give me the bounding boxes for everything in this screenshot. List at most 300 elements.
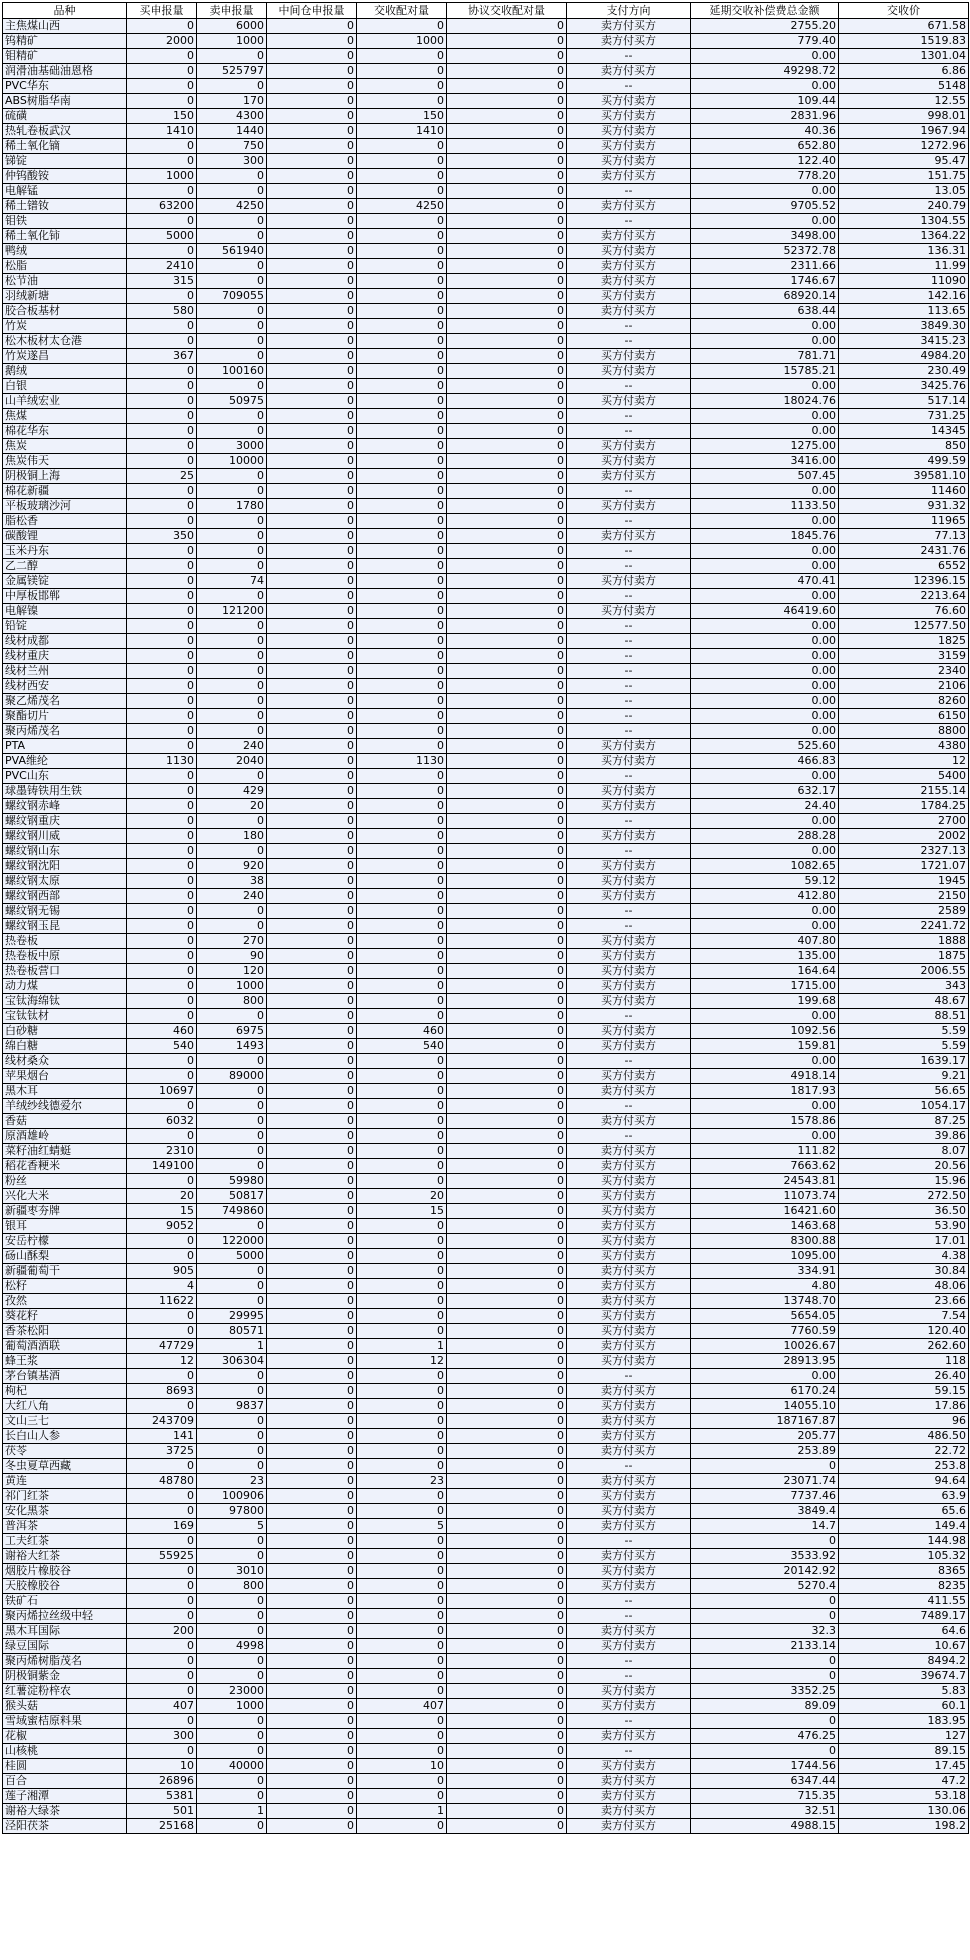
cell-matched-quantity: 0: [357, 964, 447, 979]
cell-matched-quantity: 1: [357, 1804, 447, 1819]
table-row: [3, 19, 969, 34]
cell-deferred-compensation: 199.68: [691, 994, 839, 1009]
cell-intermediate-quantity: 0: [267, 499, 357, 514]
cell-intermediate-quantity: 0: [267, 1339, 357, 1354]
table-row: [3, 1144, 969, 1159]
table-row: [3, 199, 969, 214]
cell-deferred-compensation: 1578.86: [691, 1114, 839, 1129]
cell-buy-quantity: 0: [127, 1174, 197, 1189]
cell-deferred-compensation: 0.00: [691, 544, 839, 559]
cell-intermediate-quantity: 0: [267, 94, 357, 109]
cell-variety: 焦煤: [3, 409, 127, 424]
cell-payment-direction: 卖方付买方: [567, 34, 691, 49]
cell-deferred-compensation: 638.44: [691, 304, 839, 319]
cell-deferred-compensation: 0.00: [691, 319, 839, 334]
cell-settlement-price: 118: [839, 1354, 969, 1369]
cell-settlement-price: 5148: [839, 79, 969, 94]
cell-agreement-matched-quantity: 0: [447, 1144, 567, 1159]
cell-deferred-compensation: 466.83: [691, 754, 839, 769]
cell-deferred-compensation: 0.00: [691, 724, 839, 739]
cell-agreement-matched-quantity: 0: [447, 1699, 567, 1714]
cell-settlement-price: 30.84: [839, 1264, 969, 1279]
cell-variety: 聚丙烯茂名: [3, 724, 127, 739]
cell-variety: 普洱茶: [3, 1519, 127, 1534]
cell-payment-direction: 买方付卖方: [567, 1699, 691, 1714]
cell-payment-direction: --: [567, 634, 691, 649]
cell-matched-quantity: 0: [357, 94, 447, 109]
cell-intermediate-quantity: 0: [267, 1534, 357, 1549]
table-row: [3, 544, 969, 559]
cell-settlement-price: 2431.76: [839, 544, 969, 559]
cell-matched-quantity: 0: [357, 1729, 447, 1744]
cell-agreement-matched-quantity: 0: [447, 994, 567, 1009]
cell-payment-direction: 卖方付买方: [567, 469, 691, 484]
cell-matched-quantity: 0: [357, 229, 447, 244]
cell-agreement-matched-quantity: 0: [447, 139, 567, 154]
cell-variety: 电解镍: [3, 604, 127, 619]
cell-payment-direction: 卖方付买方: [567, 1624, 691, 1639]
cell-deferred-compensation: 779.40: [691, 34, 839, 49]
cell-buy-quantity: 0: [127, 979, 197, 994]
cell-agreement-matched-quantity: 0: [447, 1249, 567, 1264]
cell-agreement-matched-quantity: 0: [447, 634, 567, 649]
cell-matched-quantity: 0: [357, 349, 447, 364]
cell-deferred-compensation: 0.00: [691, 619, 839, 634]
cell-sell-quantity: 74: [197, 574, 267, 589]
cell-intermediate-quantity: 0: [267, 379, 357, 394]
cell-deferred-compensation: 1133.50: [691, 499, 839, 514]
cell-buy-quantity: 0: [127, 379, 197, 394]
cell-payment-direction: 买方付卖方: [567, 439, 691, 454]
cell-settlement-price: 89.15: [839, 1744, 969, 1759]
cell-matched-quantity: 0: [357, 1534, 447, 1549]
cell-payment-direction: --: [567, 1534, 691, 1549]
cell-payment-direction: 卖方付买方: [567, 1144, 691, 1159]
cell-settlement-price: 1721.07: [839, 859, 969, 874]
cell-settlement-price: 11965: [839, 514, 969, 529]
cell-sell-quantity: 0: [197, 814, 267, 829]
table-row: [3, 1429, 969, 1444]
table-row: [3, 949, 969, 964]
table-row: [3, 109, 969, 124]
cell-agreement-matched-quantity: 0: [447, 754, 567, 769]
cell-settlement-price: 1639.17: [839, 1054, 969, 1069]
cell-payment-direction: 买方付卖方: [567, 1024, 691, 1039]
cell-payment-direction: 卖方付买方: [567, 1294, 691, 1309]
cell-payment-direction: --: [567, 1669, 691, 1684]
cell-deferred-compensation: 205.77: [691, 1429, 839, 1444]
table-row: [3, 904, 969, 919]
cell-payment-direction: 买方付卖方: [567, 1564, 691, 1579]
cell-sell-quantity: 3000: [197, 439, 267, 454]
table-row: [3, 724, 969, 739]
table-row: [3, 1819, 969, 1834]
cell-payment-direction: --: [567, 424, 691, 439]
cell-matched-quantity: 0: [357, 1309, 447, 1324]
cell-sell-quantity: 23: [197, 1474, 267, 1489]
cell-matched-quantity: 0: [357, 769, 447, 784]
cell-settlement-price: 56.65: [839, 1084, 969, 1099]
cell-payment-direction: --: [567, 1459, 691, 1474]
cell-variety: 文山三七: [3, 1414, 127, 1429]
cell-payment-direction: --: [567, 1369, 691, 1384]
cell-sell-quantity: 0: [197, 649, 267, 664]
cell-sell-quantity: 29995: [197, 1309, 267, 1324]
cell-intermediate-quantity: 0: [267, 1504, 357, 1519]
cell-matched-quantity: 0: [357, 1774, 447, 1789]
cell-intermediate-quantity: 0: [267, 1699, 357, 1714]
cell-matched-quantity: 1000: [357, 34, 447, 49]
cell-matched-quantity: 0: [357, 1174, 447, 1189]
cell-settlement-price: 2150: [839, 889, 969, 904]
cell-variety: 宝钛海绵钛: [3, 994, 127, 1009]
cell-intermediate-quantity: 0: [267, 799, 357, 814]
cell-settlement-price: 3159: [839, 649, 969, 664]
cell-agreement-matched-quantity: 0: [447, 859, 567, 874]
table-row: [3, 514, 969, 529]
cell-settlement-price: 8800: [839, 724, 969, 739]
table-row: [3, 814, 969, 829]
cell-deferred-compensation: 0: [691, 1654, 839, 1669]
cell-sell-quantity: 0: [197, 334, 267, 349]
cell-matched-quantity: 0: [357, 739, 447, 754]
cell-matched-quantity: 0: [357, 859, 447, 874]
cell-variety: 安岳柠檬: [3, 1234, 127, 1249]
cell-agreement-matched-quantity: 0: [447, 1204, 567, 1219]
cell-agreement-matched-quantity: 0: [447, 289, 567, 304]
cell-matched-quantity: 0: [357, 1504, 447, 1519]
table-row: [3, 124, 969, 139]
cell-sell-quantity: 0: [197, 1099, 267, 1114]
cell-deferred-compensation: 2755.20: [691, 19, 839, 34]
table-row: [3, 499, 969, 514]
cell-sell-quantity: 23000: [197, 1684, 267, 1699]
cell-agreement-matched-quantity: 0: [447, 769, 567, 784]
cell-buy-quantity: 0: [127, 964, 197, 979]
cell-intermediate-quantity: 0: [267, 1279, 357, 1294]
cell-matched-quantity: 0: [357, 424, 447, 439]
cell-intermediate-quantity: 0: [267, 1399, 357, 1414]
cell-variety: 黑木耳国际: [3, 1624, 127, 1639]
cell-deferred-compensation: 1095.00: [691, 1249, 839, 1264]
cell-agreement-matched-quantity: 0: [447, 274, 567, 289]
cell-payment-direction: --: [567, 1714, 691, 1729]
table-row: [3, 394, 969, 409]
cell-sell-quantity: 0: [197, 424, 267, 439]
cell-matched-quantity: 0: [357, 64, 447, 79]
cell-settlement-price: 1784.25: [839, 799, 969, 814]
cell-sell-quantity: 90: [197, 949, 267, 964]
cell-variety: 泾阳茯茶: [3, 1819, 127, 1834]
cell-settlement-price: 671.58: [839, 19, 969, 34]
cell-matched-quantity: 0: [357, 1279, 447, 1294]
cell-payment-direction: 买方付卖方: [567, 364, 691, 379]
table-row: [3, 364, 969, 379]
cell-sell-quantity: 0: [197, 1534, 267, 1549]
cell-payment-direction: 卖方付买方: [567, 1384, 691, 1399]
cell-settlement-price: 1875: [839, 949, 969, 964]
cell-agreement-matched-quantity: 0: [447, 334, 567, 349]
cell-matched-quantity: 0: [357, 169, 447, 184]
cell-settlement-price: 39.86: [839, 1129, 969, 1144]
cell-sell-quantity: 0: [197, 259, 267, 274]
cell-intermediate-quantity: 0: [267, 1099, 357, 1114]
cell-sell-quantity: 240: [197, 889, 267, 904]
cell-settlement-price: 12: [839, 754, 969, 769]
cell-matched-quantity: 0: [357, 1384, 447, 1399]
cell-intermediate-quantity: 0: [267, 1579, 357, 1594]
cell-intermediate-quantity: 0: [267, 1774, 357, 1789]
cell-agreement-matched-quantity: 0: [447, 709, 567, 724]
cell-payment-direction: --: [567, 814, 691, 829]
cell-variety: 稀土氧化铈: [3, 229, 127, 244]
header-agreement-matched-quantity: 协议交收配对量: [447, 3, 567, 19]
cell-variety: 钨精矿: [3, 34, 127, 49]
table-row: [3, 169, 969, 184]
cell-agreement-matched-quantity: 0: [447, 499, 567, 514]
cell-variety: 动力煤: [3, 979, 127, 994]
cell-buy-quantity: 0: [127, 844, 197, 859]
cell-matched-quantity: 0: [357, 844, 447, 859]
cell-buy-quantity: 905: [127, 1264, 197, 1279]
table-row: [3, 604, 969, 619]
cell-matched-quantity: 0: [357, 529, 447, 544]
cell-payment-direction: 买方付卖方: [567, 739, 691, 754]
table-row: [3, 1579, 969, 1594]
cell-payment-direction: --: [567, 1054, 691, 1069]
cell-deferred-compensation: 0.00: [691, 1099, 839, 1114]
cell-agreement-matched-quantity: 0: [447, 1549, 567, 1564]
cell-settlement-price: 5.59: [839, 1039, 969, 1054]
cell-buy-quantity: 0: [127, 454, 197, 469]
table-row: [3, 1564, 969, 1579]
cell-agreement-matched-quantity: 0: [447, 169, 567, 184]
cell-settlement-price: 5.83: [839, 1684, 969, 1699]
cell-intermediate-quantity: 0: [267, 1024, 357, 1039]
cell-intermediate-quantity: 0: [267, 1369, 357, 1384]
cell-settlement-price: 262.60: [839, 1339, 969, 1354]
cell-sell-quantity: 6975: [197, 1024, 267, 1039]
header-row: [3, 3, 969, 19]
cell-sell-quantity: 0: [197, 1159, 267, 1174]
cell-variety: 绿豆国际: [3, 1639, 127, 1654]
cell-buy-quantity: 0: [127, 394, 197, 409]
table-row: [3, 1399, 969, 1414]
cell-variety: 锑锭: [3, 154, 127, 169]
cell-deferred-compensation: 3498.00: [691, 229, 839, 244]
cell-payment-direction: --: [567, 664, 691, 679]
cell-variety: 葡萄酒酒联: [3, 1339, 127, 1354]
cell-settlement-price: 3415.23: [839, 334, 969, 349]
cell-intermediate-quantity: 0: [267, 19, 357, 34]
table-row: [3, 1534, 969, 1549]
cell-matched-quantity: 0: [357, 1114, 447, 1129]
cell-variety: PVA维纶: [3, 754, 127, 769]
cell-agreement-matched-quantity: 0: [447, 1399, 567, 1414]
cell-settlement-price: 17.01: [839, 1234, 969, 1249]
cell-payment-direction: 买方付卖方: [567, 394, 691, 409]
cell-settlement-price: 23.66: [839, 1294, 969, 1309]
cell-variety: 新疆枣夯牌: [3, 1204, 127, 1219]
table-row: [3, 919, 969, 934]
cell-agreement-matched-quantity: 0: [447, 1159, 567, 1174]
cell-matched-quantity: 0: [357, 1069, 447, 1084]
cell-agreement-matched-quantity: 0: [447, 559, 567, 574]
cell-matched-quantity: 0: [357, 1594, 447, 1609]
cell-payment-direction: 买方付卖方: [567, 859, 691, 874]
cell-deferred-compensation: 781.71: [691, 349, 839, 364]
cell-sell-quantity: 170: [197, 94, 267, 109]
cell-matched-quantity: 0: [357, 604, 447, 619]
table-row: [3, 1249, 969, 1264]
cell-deferred-compensation: 159.81: [691, 1039, 839, 1054]
cell-agreement-matched-quantity: 0: [447, 724, 567, 739]
table-row: [3, 1714, 969, 1729]
cell-intermediate-quantity: 0: [267, 304, 357, 319]
cell-intermediate-quantity: 0: [267, 979, 357, 994]
cell-buy-quantity: 63200: [127, 199, 197, 214]
cell-settlement-price: 9.21: [839, 1069, 969, 1084]
cell-buy-quantity: 0: [127, 1369, 197, 1384]
cell-agreement-matched-quantity: 0: [447, 1774, 567, 1789]
cell-variety: 稀土氧化镝: [3, 139, 127, 154]
table-row: [3, 1039, 969, 1054]
table-row: [3, 1129, 969, 1144]
cell-matched-quantity: 0: [357, 469, 447, 484]
cell-matched-quantity: 0: [357, 49, 447, 64]
cell-variety: 胶合板基材: [3, 304, 127, 319]
cell-matched-quantity: 0: [357, 439, 447, 454]
cell-payment-direction: 买方付卖方: [567, 139, 691, 154]
cell-buy-quantity: 0: [127, 904, 197, 919]
cell-variety: 孜然: [3, 1294, 127, 1309]
cell-buy-quantity: 0: [127, 289, 197, 304]
cell-matched-quantity: 0: [357, 1054, 447, 1069]
cell-variety: 黑木耳: [3, 1084, 127, 1099]
cell-payment-direction: 买方付卖方: [567, 1039, 691, 1054]
cell-agreement-matched-quantity: 0: [447, 79, 567, 94]
cell-settlement-price: 95.47: [839, 154, 969, 169]
cell-settlement-price: 94.64: [839, 1474, 969, 1489]
cell-agreement-matched-quantity: 0: [447, 1504, 567, 1519]
cell-buy-quantity: 141: [127, 1429, 197, 1444]
cell-sell-quantity: 3010: [197, 1564, 267, 1579]
cell-intermediate-quantity: 0: [267, 1474, 357, 1489]
cell-settlement-price: 998.01: [839, 109, 969, 124]
cell-matched-quantity: 0: [357, 1129, 447, 1144]
cell-settlement-price: 13.05: [839, 184, 969, 199]
cell-agreement-matched-quantity: 0: [447, 679, 567, 694]
cell-payment-direction: 买方付卖方: [567, 1249, 691, 1264]
cell-buy-quantity: 2310: [127, 1144, 197, 1159]
cell-deferred-compensation: 1744.56: [691, 1759, 839, 1774]
cell-deferred-compensation: 6170.24: [691, 1384, 839, 1399]
cell-deferred-compensation: 0.00: [691, 514, 839, 529]
cell-buy-quantity: 0: [127, 994, 197, 1009]
cell-matched-quantity: 0: [357, 1264, 447, 1279]
cell-deferred-compensation: 9705.52: [691, 199, 839, 214]
cell-agreement-matched-quantity: 0: [447, 109, 567, 124]
cell-variety: 苹果烟台: [3, 1069, 127, 1084]
table-row: [3, 1234, 969, 1249]
cell-intermediate-quantity: 0: [267, 1159, 357, 1174]
cell-matched-quantity: 540: [357, 1039, 447, 1054]
cell-sell-quantity: 800: [197, 994, 267, 1009]
cell-variety: 热卷板营口: [3, 964, 127, 979]
cell-intermediate-quantity: 0: [267, 124, 357, 139]
cell-buy-quantity: 20: [127, 1189, 197, 1204]
cell-deferred-compensation: 0.00: [691, 559, 839, 574]
cell-sell-quantity: 100160: [197, 364, 267, 379]
cell-intermediate-quantity: 0: [267, 1204, 357, 1219]
cell-settlement-price: 127: [839, 1729, 969, 1744]
cell-matched-quantity: 0: [357, 1414, 447, 1429]
table-row: [3, 799, 969, 814]
cell-sell-quantity: 0: [197, 1114, 267, 1129]
cell-intermediate-quantity: 0: [267, 919, 357, 934]
cell-sell-quantity: 0: [197, 619, 267, 634]
cell-intermediate-quantity: 0: [267, 784, 357, 799]
cell-matched-quantity: 0: [357, 1819, 447, 1834]
cell-deferred-compensation: 0: [691, 1534, 839, 1549]
cell-buy-quantity: 25: [127, 469, 197, 484]
table-row: [3, 754, 969, 769]
table-row: [3, 994, 969, 1009]
cell-payment-direction: 卖方付买方: [567, 529, 691, 544]
cell-agreement-matched-quantity: 0: [447, 1234, 567, 1249]
cell-agreement-matched-quantity: 0: [447, 1174, 567, 1189]
cell-deferred-compensation: 89.09: [691, 1699, 839, 1714]
cell-agreement-matched-quantity: 0: [447, 394, 567, 409]
cell-settlement-price: 39674.7: [839, 1669, 969, 1684]
table-row: [3, 469, 969, 484]
cell-intermediate-quantity: 0: [267, 1189, 357, 1204]
cell-sell-quantity: 0: [197, 1669, 267, 1684]
cell-variety: ABS树脂华南: [3, 94, 127, 109]
cell-sell-quantity: 59980: [197, 1174, 267, 1189]
cell-sell-quantity: 0: [197, 514, 267, 529]
cell-matched-quantity: 0: [357, 1099, 447, 1114]
table-row: [3, 1174, 969, 1189]
table-row: [3, 769, 969, 784]
cell-agreement-matched-quantity: 0: [447, 1294, 567, 1309]
cell-deferred-compensation: 1082.65: [691, 859, 839, 874]
cell-settlement-price: 12396.15: [839, 574, 969, 589]
cell-deferred-compensation: 0.00: [691, 694, 839, 709]
cell-matched-quantity: 0: [357, 649, 447, 664]
cell-variety: 兴化大米: [3, 1189, 127, 1204]
cell-payment-direction: --: [567, 1129, 691, 1144]
cell-deferred-compensation: 0.00: [691, 424, 839, 439]
cell-payment-direction: 买方付卖方: [567, 109, 691, 124]
table-row: [3, 1624, 969, 1639]
cell-intermediate-quantity: 0: [267, 1519, 357, 1534]
cell-intermediate-quantity: 0: [267, 1639, 357, 1654]
cell-buy-quantity: 0: [127, 934, 197, 949]
cell-sell-quantity: 120: [197, 964, 267, 979]
cell-agreement-matched-quantity: 0: [447, 514, 567, 529]
cell-settlement-price: 151.75: [839, 169, 969, 184]
cell-settlement-price: 53.18: [839, 1789, 969, 1804]
cell-deferred-compensation: 1715.00: [691, 979, 839, 994]
cell-settlement-price: 253.8: [839, 1459, 969, 1474]
cell-deferred-compensation: 0.00: [691, 409, 839, 424]
cell-deferred-compensation: 0.00: [691, 844, 839, 859]
cell-sell-quantity: 0: [197, 1129, 267, 1144]
cell-variety: 螺纹钢无锡: [3, 904, 127, 919]
cell-deferred-compensation: 6347.44: [691, 1774, 839, 1789]
cell-buy-quantity: 0: [127, 439, 197, 454]
